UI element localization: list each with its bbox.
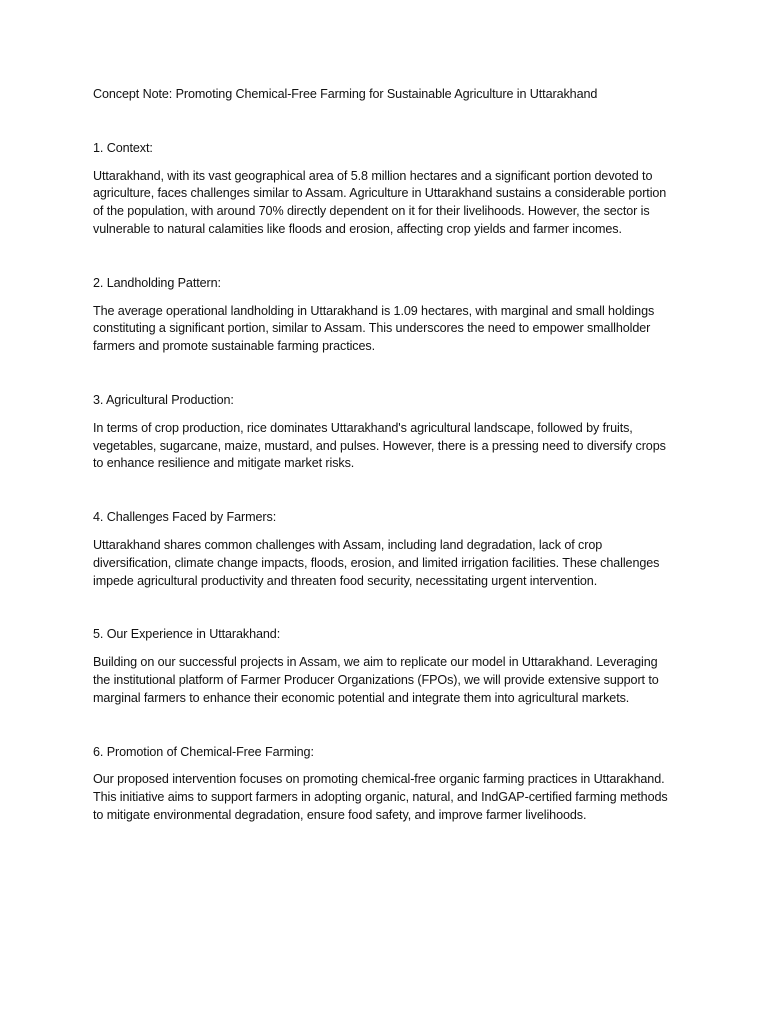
section-body: In terms of crop production, rice dominates Uttarakhand's agricultural landscape, followed by fruits, vegetables, sugarcane, maize, mustard, and pulses. However, there is a pressing need to diversify crops to enhance resilience and mitigate market risks.	[93, 420, 666, 471]
section-challenges	[93, 509, 678, 590]
section-body: Our proposed intervention focuses on promoting chemical-free organic farming practices in Uttarakhand. This initiative aims to support farmers in adopting organic, natural, and IndGAP-certified farming methods to mitigate environmental degradation, ensure food safety, and improve farmer livelihoods.	[93, 772, 668, 822]
section-body: The average operational landholding in Uttarakhand is 1.09 hectares, with marginal and small holdings constituting a significant portion, similar to Assam. This underscores the need to empower smallholder farmers and promote sustainable farming practices.	[93, 303, 655, 354]
section-heading: 5. Our Experience in Uttarakhand:	[93, 627, 281, 642]
section-chemical-free-farming	[93, 744, 678, 825]
section-body: Uttarakhand shares common challenges with Assam, including land degradation, lack of crop diversification, climate change impacts, floods, erosion, and limited irrigation facilities. These challenges impede agricultural productivity and threaten food security, necessitating urgent intervention.	[93, 537, 660, 588]
section-agricultural-production	[93, 392, 678, 473]
section-experience	[93, 626, 678, 707]
section-context	[93, 140, 678, 239]
section-body: Uttarakhand, with its vast geographical area of 5.8 million hectares and a significant portion devoted to agriculture, faces challenges similar to Assam. Agriculture in Uttarakhand sustains a considerable portion of the population, with around 70% directly dependent on it for their livelihoods. However, the sector is vulnerable to natural calamities like floods and erosion, affecting crop yields and farmer incomes.	[93, 168, 667, 236]
section-body: Building on our successful projects in Assam, we aim to replicate our model in Uttarakhand. Leveraging the institutional platform of Farmer Producer Organizations (FPOs), we will provide extensive support to marginal farmers to enhance their economic potential and integrate them into agricultural markets.	[93, 655, 659, 705]
section-heading: 3. Agricultural Production:	[93, 392, 234, 407]
section-heading: 1. Context:	[93, 140, 153, 155]
document-content	[93, 86, 678, 861]
section-heading: 6. Promotion of Chemical-Free Farming:	[93, 744, 314, 759]
section-landholding-pattern	[93, 275, 678, 356]
section-heading: 2. Landholding Pattern:	[93, 275, 221, 290]
document-title: Concept Note: Promoting Chemical-Free Farming for Sustainable Agriculture in Uttarakhand	[93, 87, 598, 101]
section-heading: 4. Challenges Faced by Farmers:	[93, 510, 277, 525]
